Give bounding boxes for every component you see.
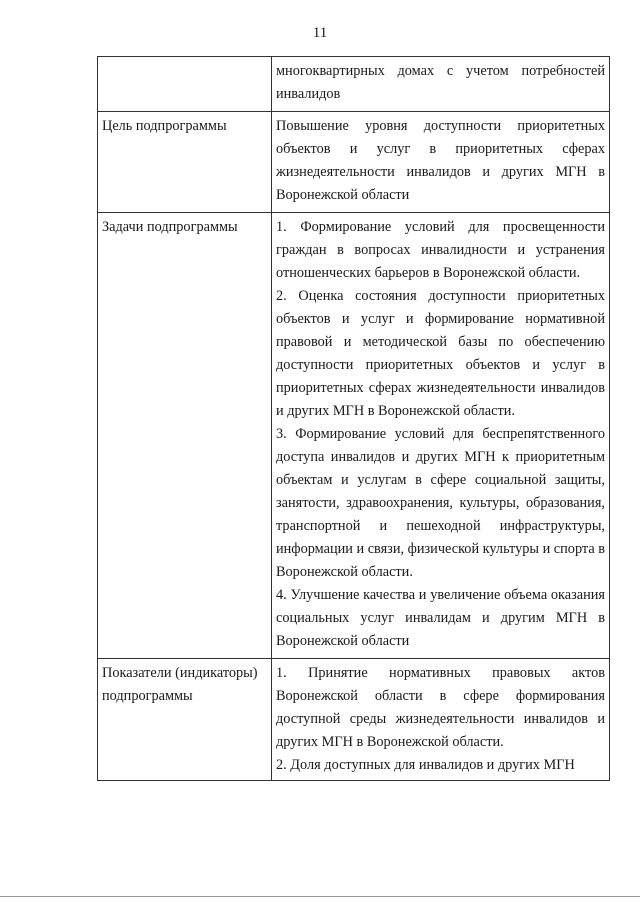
value-paragraph: 4. Улучшение качества и увеличение объема оказания социальных услуг инвалидам и другим МГН в Воронежской области [276, 587, 605, 649]
value-paragraph: 1. Формирование условий для просвещенности граждан в вопросах инвалидности и устранения отношенческих барьеров в Воронежской области. [276, 219, 605, 281]
program-passport-table [97, 56, 610, 781]
table-row [98, 57, 610, 112]
value-paragraph: 1. Принятие нормативных правовых актов Воронежской области в сфере формирования доступной среды жизнедеятельности инвалидов и других МГН в Воронежской области. [276, 665, 605, 750]
scan-edge-line [0, 896, 640, 897]
value-paragraph: 3. Формирование условий для беспрепятственного доступа инвалидов и других МГН к приоритетным объектам и услугам в сфере социальной защиты, занятости, здравоохранения, культуры, образования, транспортной и пешеходной инфраструктуры, информации и связи, физической культуры и спорта в Воронежской области. [276, 426, 606, 580]
page-number: 11 [312, 25, 328, 41]
row-label [98, 57, 272, 112]
value-paragraph: 2. Доля доступных для инвалидов и других МГН [276, 757, 575, 773]
row-value [272, 213, 610, 659]
row-value [272, 57, 610, 112]
row-label: Задачи подпрограммы [98, 213, 272, 659]
row-label: Цель подпрограммы [98, 112, 272, 213]
value-paragraph: 2. Оценка состояния доступности приоритетных объектов и услуг и формирование нормативной правовой и методической базы по обеспечению доступности приоритетных объектов и услуг в приоритетных сферах жизнедеятельности инвалидов и других МГН в Воронежской области. [276, 288, 605, 419]
row-value [272, 659, 610, 781]
table-row [98, 659, 610, 781]
row-label: Показатели (индикаторы) подпрограммы [98, 659, 272, 781]
table-row [98, 112, 610, 213]
table-row [98, 213, 610, 659]
row-value [272, 112, 610, 213]
value-paragraph: Повышение уровня доступности приоритетных объектов и услуг в приоритетных сферах жизнедеятельности инвалидов и других МГН в Воронежской области [276, 118, 605, 203]
value-paragraph: многоквартирных домах с учетом потребностей инвалидов [276, 63, 605, 102]
